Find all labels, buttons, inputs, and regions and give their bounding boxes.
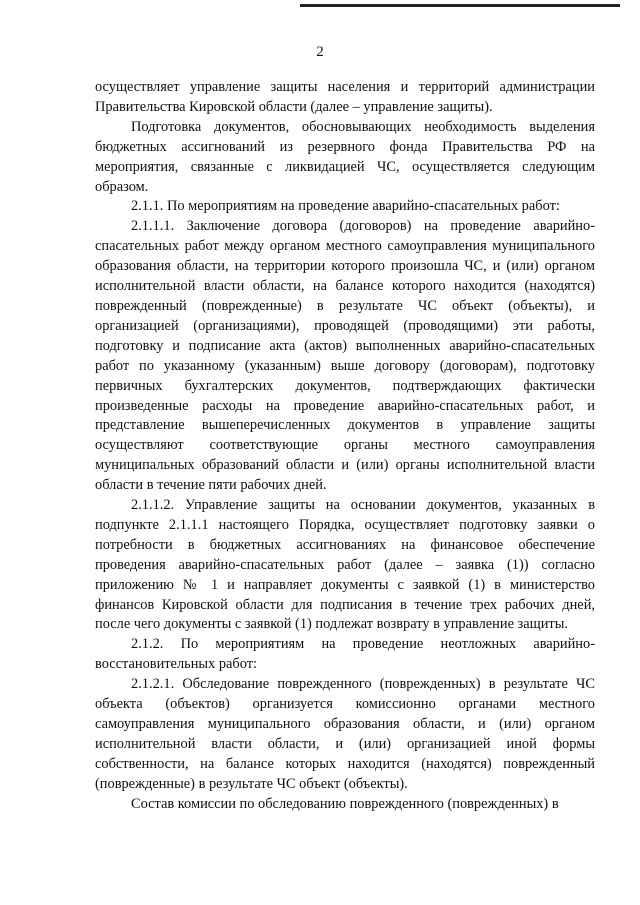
paragraph-4: 2.1.1.1. Заключение договора (договоров) на проведение аварийно-спасательных работ между органом местного самоуправления муниципального образования области, на территории которого произошла ЧС, и (или) органом исполнительной власти области, на балансе которого находится (находятся) поврежденный (поврежденные) в результате ЧС объект (объекты), и организацией (организациями), проводящей (проводящими) эти работы, подготовку и подписание акта (актов) выполненных аварийно-спасательных работ по указанному (указанным) выше договору (договорам), подготовку первичных бухгалтерских документов, подтверждающих фактически произведенные расходы на проведение аварийно-спасательных работ, и представление вышеперечисленных документов в управление защиты осуществляют соответствующие органы местного самоуправления муниципальных образований области и (или) органы исполнительной власти области в течение пяти рабочих дней. — [95, 218, 595, 494]
paragraph-3: 2.1.1. По мероприятиям на проведение аварийно-спасательных работ: — [131, 198, 560, 215]
top-scan-line — [300, 4, 620, 7]
paragraph-2: Подготовка документов, обосновывающих необходимость выделения бюджетных ассигнований из резервного фонда Правительства РФ на мероприятия, связанные с ликвидацией ЧС, осуществляется следующим образом. — [95, 118, 595, 195]
paragraph-1: осуществляет управление защиты населения и территорий администрации Правительства Кировской области (далее – управление защиты). — [95, 79, 595, 115]
page-number: 2 — [316, 44, 324, 60]
paragraph-5: 2.1.1.2. Управление защиты на основании документов, указанных в подпункте 2.1.1.1 настоящего Порядка, осуществляет подготовку заявки о потребности в бюджетных ассигнованиях на финансовое обеспечение проведения аварийно-спасательных работ (далее – заявка (1)) согласно приложению № 1 и направляет документы с заявкой (1) в министерство финансов Кировской области для подписания в течение трех рабочих дней, после чего документы с заявкой (1) подлежат возврату в управление защиты. — [95, 497, 595, 633]
paragraph-7: 2.1.2.1. Обследование поврежденного (поврежденных) в результате ЧС объекта (объектов) организуется комиссионно органами местного самоуправления муниципального образования области, и (или) органом исполнительной власти области, и (или) организацией иной формы собственности, на балансе которых находится (находятся) поврежденный (поврежденные) в результате ЧС объект (объекты). — [95, 676, 595, 792]
paragraph-8: Состав комиссии по обследованию поврежденного (поврежденных) в — [131, 795, 559, 812]
paragraph-6: 2.1.2. По мероприятиям на проведение неотложных аварийно-восстановительных работ: — [95, 636, 595, 673]
document-body — [95, 78, 595, 815]
